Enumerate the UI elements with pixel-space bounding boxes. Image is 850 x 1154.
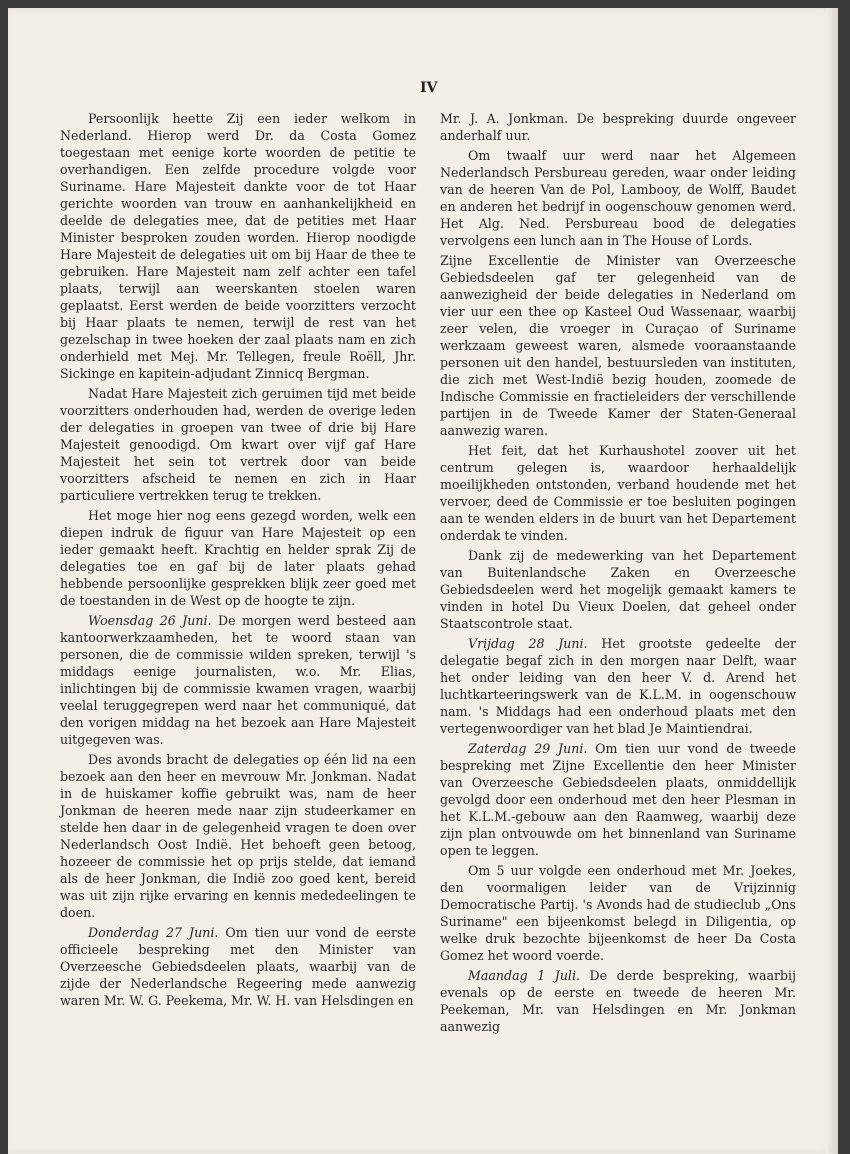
paragraph: Om twaalf uur werd naar het Algemeen Nederlandsch Persbureau gereden, waar onder leiding van de heeren Van de Pol, Lambooy, de Wolff, Baudet en anderen het bedrijf in oogenschouw genomen werd. Het Alg. Ned. Persbureau bood de delegaties vervolgens een lunch aan in The House of Lords. xyxy=(440,148,796,248)
paragraph: Mr. J. A. Jonkman. De bespreking duurde ongeveer anderhalf uur. xyxy=(440,111,796,143)
paragraph: Zijne Excellentie de Minister van Overzeesche Gebiedsdeelen gaf ter gelegenheid van de aanwezigheid der beide delegaties in Nederland om vier uur een thee op Kasteel Oud Wassenaar, waarbij zeer velen, die vroeger in Curaçao of Suriname werkzaam geweest waren, alsmede vooraanstaande personen uit den handel, bestuursleden van instituten, die zich met West-Indië bezig houden, zoomede de Indische Commissie en fractieleiders der verschillende partijen in de Tweede Kamer der Staten-Generaal aanwezig waren. xyxy=(440,253,796,438)
paragraph-text: Het grootste gedeelte der delegatie begaf zich in den morgen naar Delft, waar het onder leiding van den heer V. d. Arend het luchtkarteeringswerk van de K.L.M. in oogenschouw nam. 's Middags had een onderhoud plaats met den vertegenwoordiger van het blad Je Maintiendrai. xyxy=(440,636,796,736)
paragraph: Om 5 uur volgde een onderhoud met Mr. Joekes, den voormaligen leider van de Vrijzinnig Democratische Partij. 's Avonds had de studieclub „Ons Suriname" een bijeenkomst belegd in Diligentia, op welke druk bezochte bijeenkomst de heer Da Costa Gomez het woord voerde. xyxy=(440,863,796,963)
page-number: IV xyxy=(420,80,438,96)
page-edge-shadow xyxy=(826,8,838,1154)
paragraph: Het moge hier nog eens gezegd worden, welk een diepen indruk de figuur van Hare Majesteit op een ieder gemaakt heeft. Krachtig en helder sprak Zij de delegaties toe en gaf bij de later plaats gehad hebbende persoonlijke gesprekken blijk zeer goed met de toestanden in de West op de hoogte te zijn. xyxy=(60,508,416,608)
paragraph-text: De derde bespreking, waarbij evenals op de eerste en tweede de heeren Mr. Peekeman, Mr. van Helsdingen en Mr. Jonkman aanwezig xyxy=(440,968,796,1034)
paragraph xyxy=(60,924,416,1009)
paragraph: Nadat Hare Majesteit zich geruimen tijd met beide voorzitters onderhouden had, werden de overige leden der delegaties in groepen van twee of drie bij Hare Majesteit genoodigd. Om kwart over vijf gaf Hare Majesteit het sein tot vertrek door van beide voorzitters afscheid te nemen en zich in Haar particuliere vertrekken terug te trekken. xyxy=(60,386,416,503)
right-column xyxy=(440,110,796,1038)
paragraph xyxy=(440,967,796,1035)
date-heading: Vrijdag 28 Juni. xyxy=(468,636,588,651)
paragraph: Persoonlijk heette Zij een ieder welkom in Nederland. Hierop werd Dr. da Costa Gomez toegestaan met eenige korte woorden de petitie te overhandigen. Een zelfde procedure volgde voor Suriname. Hare Majesteit dankte voor de tot Haar gerichte woorden van trouw en aanhankelijkheid en deelde de delegaties mee, dat de petities met Haar Minister besproken zouden worden. Hierop noodigde Hare Majesteit de delegaties uit om bij Haar de thee te gebruiken. Hare Majesteit nam zelf achter een tafel plaats, terwijl aan weerskanten stoelen waren geplaatst. Eerst werden de beide voorzitters verzocht bij Haar plaats te nemen, terwijl de rest van het gezelschap in twee hoeken der zaal plaats nam en zich onderhield met Mej. Mr. Tellegen, freule Roëll, Jhr. Sickinge en kapitein-adjudant Zinnicq Bergman. xyxy=(60,111,416,381)
date-heading: Maandag 1 Juli. xyxy=(468,968,580,983)
paragraph: Het feit, dat het Kurhaushotel zoover uit het centrum gelegen is, waardoor herhaaldelijk moeilijkheden ontstonden, verband houdende met het vervoer, deed de Commissie er toe besluiten pogingen aan te wenden elders in de buurt van het Departement onderdak te vinden. xyxy=(440,443,796,543)
paragraph-text: Om tien uur vond de eerste officieele bespreking met den Minister van Overzeesche Gebiedsdeelen plaats, waarbij van de zijde der Nederlandsche Regeering mede aanwezig waren Mr. W. G. Peekema, Mr. W. H. van Helsdingen en xyxy=(60,925,417,1008)
paragraph-text: De morgen werd besteed aan kantoorwerkzaamheden, het te woord staan van personen, die de commissie wilden spreken, terwijl 's middags eenige journalisten, w.o. Mr. Elias, inlichtingen bij de commissie kwamen vragen, waarbij veelal teruggegrepen werd naar het communiqué, dat den vorigen middag na het bezoek aan Hare Majesteit uitgegeven was. xyxy=(60,613,416,747)
paragraph xyxy=(60,612,416,748)
date-heading: Donderdag 27 Juni. xyxy=(88,925,219,940)
paragraph: Dank zij de medewerking van het Departement van Buitenlandsche Zaken en Overzeesche Gebiedsdeelen werd het mogelijk gemaakt kamers te vinden in hotel Du Vieux Doelen, dat geheel onder Staatscontrole staat. xyxy=(440,548,796,631)
left-column xyxy=(60,110,416,1012)
date-heading: Zaterdag 29 Juni. xyxy=(468,741,588,756)
paragraph: Des avonds bracht de delegaties op één lid na een bezoek aan den heer en mevrouw Mr. Jonkman. Nadat in de huiskamer koffie gebruikt was, nam de heer Jonkman de heeren mede naar zijn studeerkamer en stelde hen daar in de gelegenheid vragen te doen over Nederlandsch Oost Indië. Het behoeft geen betoog, hozeeer de commissie het op prijs stelde, dat iemand als de heer Jonkman, die Indië zoo goed kent, bereid was uit zijn rijke ervaring en kennis mededeelingen te doen. xyxy=(60,752,416,920)
paragraph xyxy=(440,635,796,737)
paragraph-text: Om tien uur vond de tweede bespreking met Zijne Excellentie den heer Minister van Overzeesche Gebiedsdeelen plaats, onmiddellijk gevolgd door een onderhoud met den heer Plesman in het K.L.M.-gebouw aan den Raamweg, waarbij deze zijn plan ontvouwde om het binnenland van Suriname open te leggen. xyxy=(440,741,796,858)
document-page xyxy=(8,8,838,1154)
paragraph xyxy=(440,740,796,859)
date-heading: Woensdag 26 Juni. xyxy=(88,613,212,628)
